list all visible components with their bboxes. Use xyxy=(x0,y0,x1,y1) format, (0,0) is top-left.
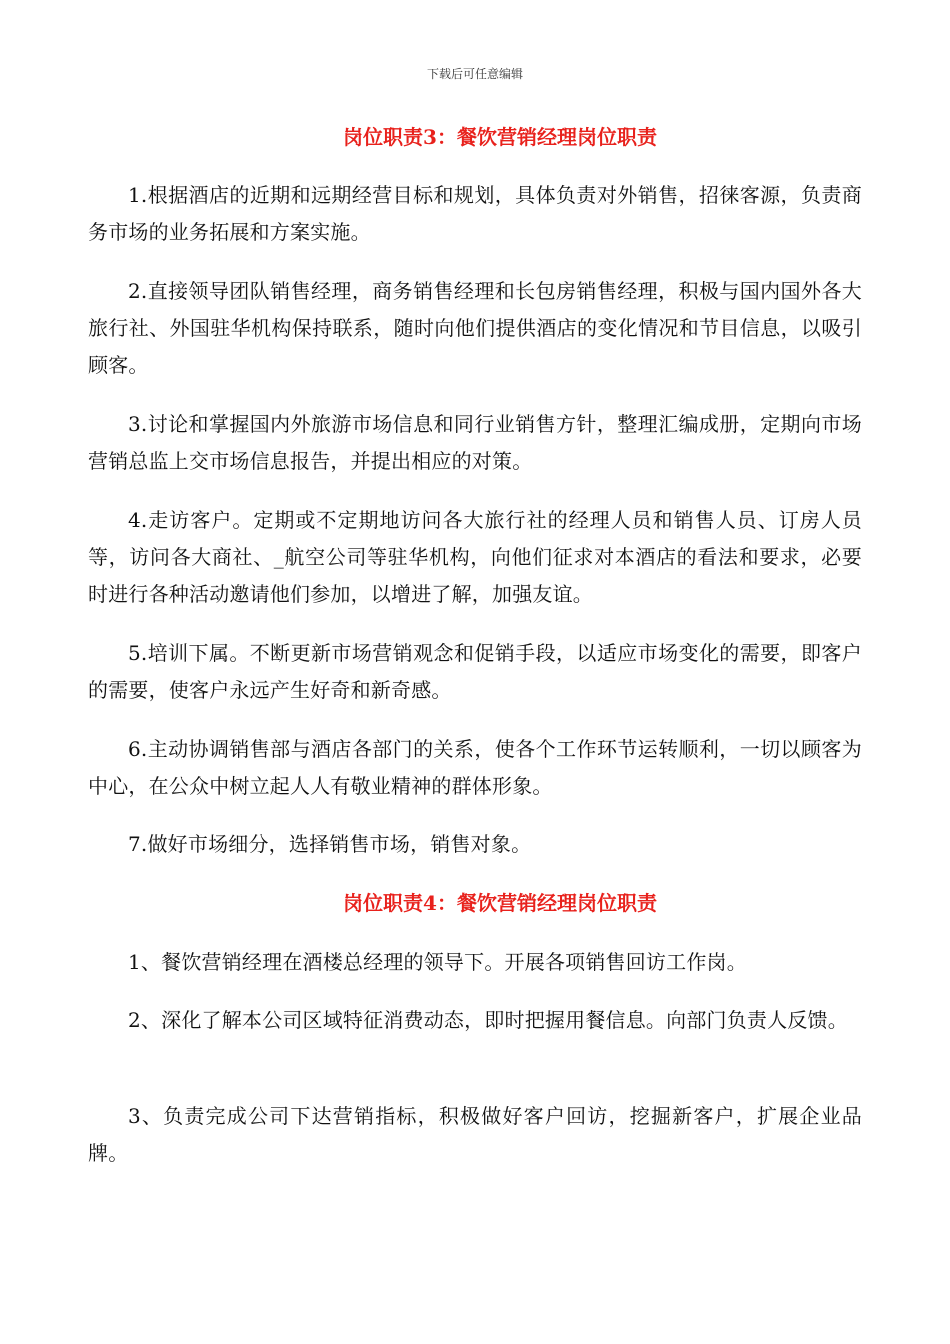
paragraph: 2、深化了解本公司区域特征消费动态，即时把握用餐信息。向部门负责人反馈。 xyxy=(128,1008,848,1032)
paragraph: 2.直接领导团队销售经理，商务销售经理和长包房销售经理，积极与国内国外各大旅行社、外国驻华机构保持联系，随时向他们提供酒店的变化情况和节目信息，以吸引顾客。 xyxy=(88,279,862,377)
paragraph: 3、负责完成公司下达营销指标，积极做好客户回访，挖掘新客户，扩展企业品牌。 xyxy=(88,1104,862,1165)
paragraph: 1、餐饮营销经理在酒楼总经理的领导下。开展各项销售回访工作岗。 xyxy=(128,950,747,974)
paragraph: 5.培训下属。不断更新市场营销观念和促销手段，以适应市场变化的需要，即客户的需要，使客户永远产生好奇和新奇感。 xyxy=(88,641,862,702)
paragraph: 4.走访客户。定期或不定期地访问各大旅行社的经理人员和销售人员、订房人员等，访问各大商社、_航空公司等驻华机构，向他们征求对本酒店的看法和要求，必要时进行各种活动邀请他们参加，以增进了解，加强友谊。 xyxy=(88,508,862,606)
section-title-3: 岗位职责3：餐饮营销经理岗位职责 xyxy=(343,125,657,149)
paragraph: 6.主动协调销售部与酒店各部门的关系，使各个工作环节运转顺利，一切以顾客为中心，在公众中树立起人人有敬业精神的群体形象。 xyxy=(88,737,862,798)
paragraph: 7.做好市场细分，选择销售市场，销售对象。 xyxy=(128,832,532,856)
paragraph: 3.讨论和掌握国内外旅游市场信息和同行业销售方针，整理汇编成册，定期向市场营销总监上交市场信息报告，并提出相应的对策。 xyxy=(88,412,862,473)
section-title-4: 岗位职责4：餐饮营销经理岗位职责 xyxy=(343,891,657,915)
header-note: 下载后可任意编辑 xyxy=(426,67,523,81)
paragraph: 1.根据酒店的近期和远期经营目标和规划，具体负责对外销售，招徕客源，负责商务市场的业务拓展和方案实施。 xyxy=(88,183,862,244)
